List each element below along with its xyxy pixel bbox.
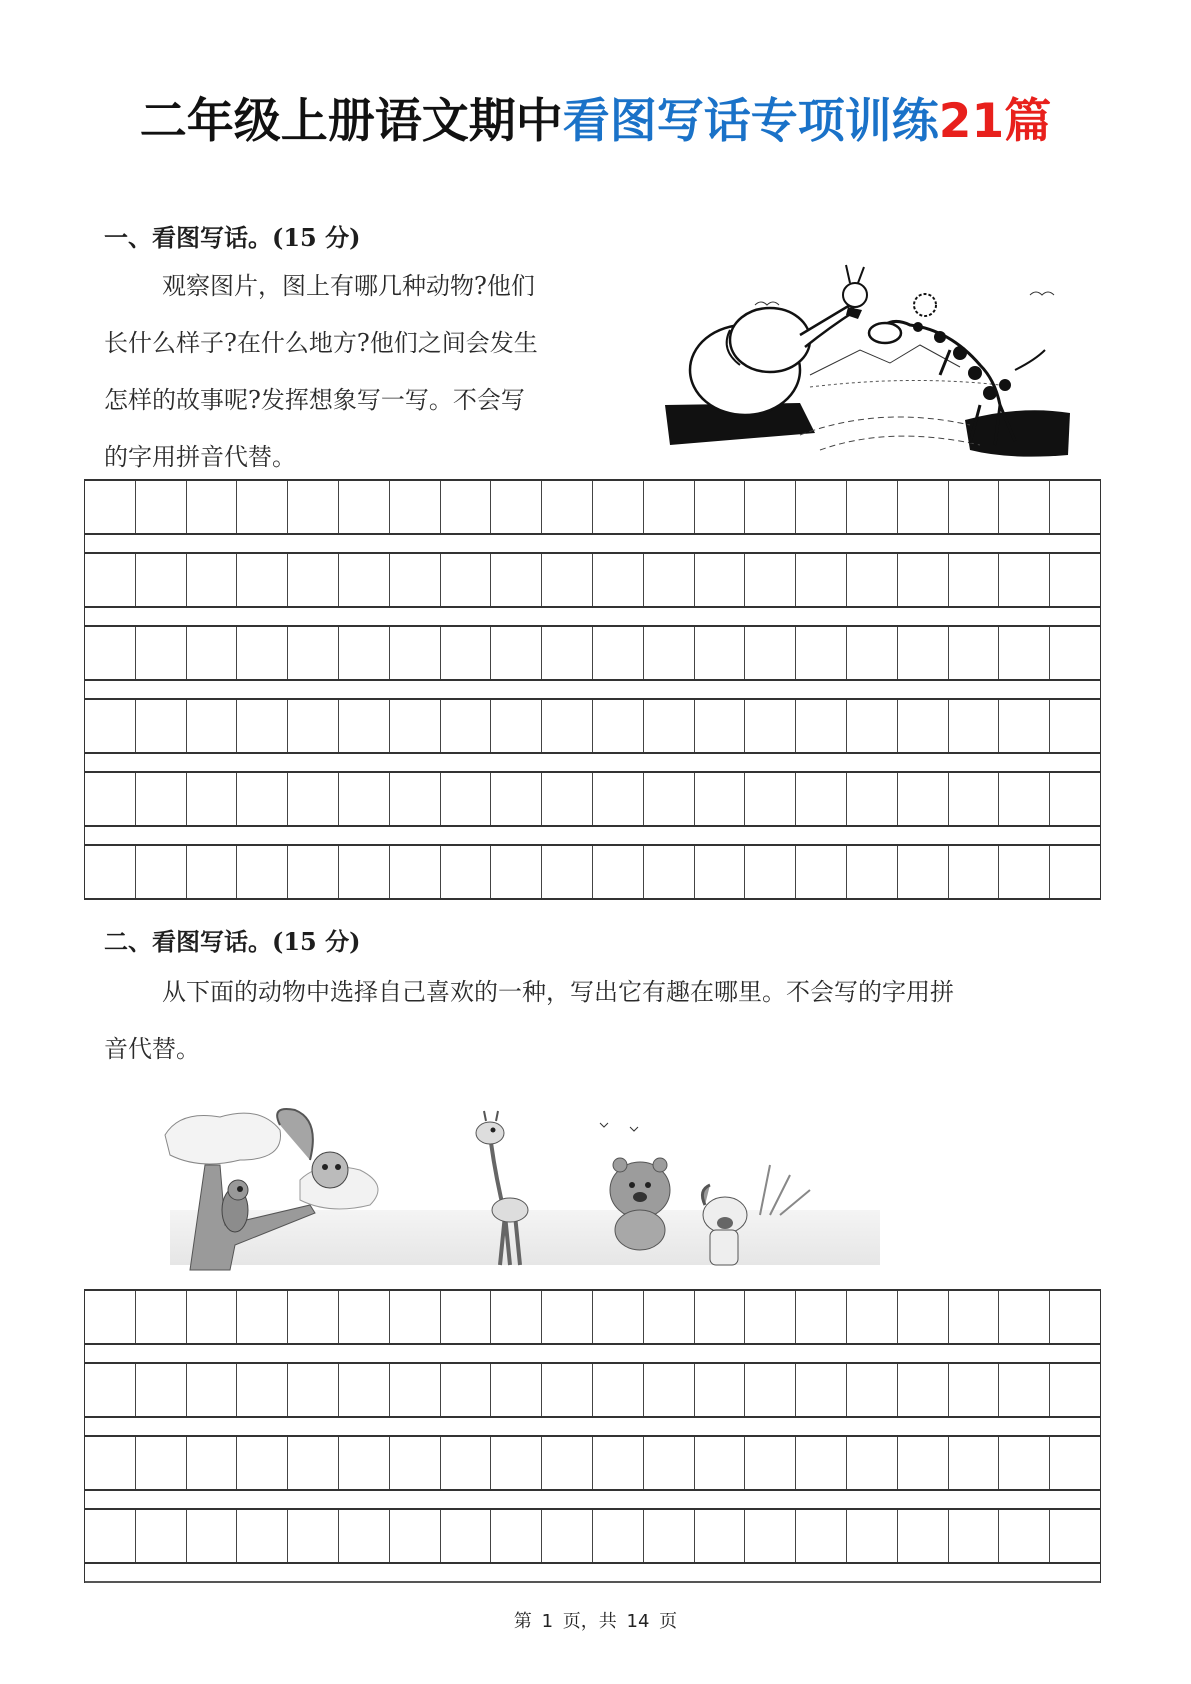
grid-cell[interactable] [491, 481, 542, 533]
grid-cell[interactable] [85, 1291, 136, 1343]
grid-cell[interactable] [949, 700, 1000, 752]
grid-cell[interactable] [441, 773, 492, 825]
grid-cell[interactable] [847, 1364, 898, 1416]
grid-cell[interactable] [999, 773, 1050, 825]
grid-cell[interactable] [136, 1437, 187, 1489]
grid-cell[interactable] [999, 846, 1050, 898]
grid-cell[interactable] [898, 773, 949, 825]
grid-cell[interactable] [136, 481, 187, 533]
grid-row[interactable] [85, 771, 1100, 827]
grid-cell[interactable] [847, 1437, 898, 1489]
grid-cell[interactable] [796, 700, 847, 752]
grid-cell[interactable] [542, 1291, 593, 1343]
grid-cell[interactable] [949, 1291, 1000, 1343]
title-part-black: 二年级上册语文期中 [139, 94, 563, 149]
grid-cell[interactable] [695, 1364, 746, 1416]
grid-cell[interactable] [745, 554, 796, 606]
grid-cell[interactable] [491, 1291, 542, 1343]
grid-cell[interactable] [695, 1510, 746, 1562]
grid-cell[interactable] [288, 1364, 339, 1416]
grid-cell[interactable] [339, 846, 390, 898]
pinyin-gap [85, 608, 1100, 625]
grid-cell[interactable] [187, 627, 238, 679]
grid-row[interactable] [85, 698, 1100, 754]
title-part-red: 21篇 [938, 94, 1052, 149]
grid-cell[interactable] [237, 1437, 288, 1489]
grid-cell[interactable] [85, 1364, 136, 1416]
grid-cell[interactable] [1050, 481, 1100, 533]
grid-cell[interactable] [898, 481, 949, 533]
grid-cell[interactable] [237, 627, 288, 679]
grid-cell[interactable] [85, 700, 136, 752]
grid-cell[interactable] [796, 1510, 847, 1562]
grid-cell[interactable] [237, 700, 288, 752]
grid-cell[interactable] [339, 700, 390, 752]
grid-cell[interactable] [187, 846, 238, 898]
grid-cell[interactable] [136, 554, 187, 606]
elephant-giraffe-illustration [650, 255, 1090, 460]
grid-cell[interactable] [390, 1437, 441, 1489]
grid-cell[interactable] [593, 481, 644, 533]
prompt-line: 的字用拼音代替。 [104, 443, 296, 471]
grid-cell[interactable] [999, 627, 1050, 679]
pinyin-gap [85, 754, 1100, 771]
grid-cell[interactable] [796, 1437, 847, 1489]
grid-cell[interactable] [187, 1291, 238, 1343]
grid-cell[interactable] [898, 1291, 949, 1343]
grid-cell[interactable] [949, 1510, 1000, 1562]
grid-cell[interactable] [796, 1364, 847, 1416]
grid-cell[interactable] [390, 846, 441, 898]
grid-cell[interactable] [237, 554, 288, 606]
grid-cell[interactable] [288, 846, 339, 898]
grid-cell[interactable] [187, 700, 238, 752]
grid-cell[interactable] [847, 846, 898, 898]
grid-cell[interactable] [593, 773, 644, 825]
grid-cell[interactable] [237, 1510, 288, 1562]
grid-cell[interactable] [288, 1510, 339, 1562]
grid-cell[interactable] [187, 481, 238, 533]
grid-cell[interactable] [593, 1364, 644, 1416]
grid-cell[interactable] [542, 554, 593, 606]
grid-row[interactable] [85, 479, 1100, 535]
grid-cell[interactable] [898, 846, 949, 898]
section-2-heading: 二、看图写话。(15 分) [104, 927, 361, 956]
grid-cell[interactable] [542, 481, 593, 533]
grid-cell[interactable] [695, 481, 746, 533]
grid-cell[interactable] [796, 846, 847, 898]
grid-cell[interactable] [441, 846, 492, 898]
grid-cell[interactable] [898, 700, 949, 752]
grid-cell[interactable] [949, 846, 1000, 898]
grid-cell[interactable] [1050, 700, 1100, 752]
grid-cell[interactable] [491, 700, 542, 752]
grid-row[interactable] [85, 552, 1100, 608]
grid-cell[interactable] [441, 700, 492, 752]
grid-cell[interactable] [745, 1510, 796, 1562]
section-2-prompt [104, 964, 1104, 1078]
grid-cell[interactable] [593, 700, 644, 752]
grid-cell[interactable] [491, 1364, 542, 1416]
grid-cell[interactable] [339, 773, 390, 825]
grid-cell[interactable] [339, 1364, 390, 1416]
grid-cell[interactable] [339, 627, 390, 679]
grid-cell[interactable] [339, 1437, 390, 1489]
grid-cell[interactable] [1050, 1291, 1100, 1343]
grid-cell[interactable] [796, 554, 847, 606]
grid-cell[interactable] [187, 1510, 238, 1562]
grid-cell[interactable] [390, 1291, 441, 1343]
prompt-line: 观察图片，图上有哪几种动物?他们 [162, 272, 535, 300]
grid-cell[interactable] [949, 554, 1000, 606]
grid-cell[interactable] [85, 627, 136, 679]
grid-cell[interactable] [898, 1364, 949, 1416]
grid-cell[interactable] [745, 1364, 796, 1416]
grid-cell[interactable] [1050, 554, 1100, 606]
grid-cell[interactable] [339, 481, 390, 533]
grid-cell[interactable] [999, 1291, 1050, 1343]
grid-cell[interactable] [898, 1437, 949, 1489]
grid-cell[interactable] [695, 1437, 746, 1489]
grid-cell[interactable] [491, 1437, 542, 1489]
grid-cell[interactable] [237, 773, 288, 825]
grid-cell[interactable] [695, 846, 746, 898]
grid-cell[interactable] [644, 773, 695, 825]
grid-cell[interactable] [390, 554, 441, 606]
grid-cell[interactable] [390, 773, 441, 825]
grid-cell[interactable] [237, 1291, 288, 1343]
grid-cell[interactable] [999, 554, 1050, 606]
grid-cell[interactable] [288, 700, 339, 752]
grid-cell[interactable] [85, 846, 136, 898]
grid-cell[interactable] [187, 1364, 238, 1416]
grid-cell[interactable] [288, 481, 339, 533]
grid-cell[interactable] [593, 1437, 644, 1489]
grid-cell[interactable] [999, 1364, 1050, 1416]
grid-cell[interactable] [644, 846, 695, 898]
grid-cell[interactable] [237, 1364, 288, 1416]
grid-cell[interactable] [390, 700, 441, 752]
grid-cell[interactable] [339, 554, 390, 606]
grid-cell[interactable] [644, 554, 695, 606]
grid-cell[interactable] [136, 1510, 187, 1562]
grid-row[interactable] [85, 1289, 1100, 1345]
grid-cell[interactable] [491, 627, 542, 679]
grid-cell[interactable] [136, 773, 187, 825]
section-1-heading: 一、看图写话。(15 分) [104, 223, 361, 252]
grid-row[interactable] [85, 1435, 1100, 1491]
grid-cell[interactable] [644, 1510, 695, 1562]
grid-cell[interactable] [644, 627, 695, 679]
grid-cell[interactable] [288, 627, 339, 679]
grid-cell[interactable] [542, 1437, 593, 1489]
pinyin-gap [85, 681, 1100, 698]
grid-cell[interactable] [136, 1364, 187, 1416]
grid-cell[interactable] [593, 554, 644, 606]
grid-row[interactable] [85, 1362, 1100, 1418]
grid-cell[interactable] [136, 846, 187, 898]
grid-cell[interactable] [898, 1510, 949, 1562]
grid-cell[interactable] [796, 773, 847, 825]
grid-cell[interactable] [847, 773, 898, 825]
grid-cell[interactable] [491, 1510, 542, 1562]
grid-cell[interactable] [85, 773, 136, 825]
grid-row[interactable] [85, 844, 1100, 900]
pinyin-gap [85, 1491, 1100, 1508]
grid-cell[interactable] [796, 1291, 847, 1343]
grid-cell[interactable] [847, 1510, 898, 1562]
grid-cell[interactable] [441, 481, 492, 533]
grid-cell[interactable] [542, 1364, 593, 1416]
grid-cell[interactable] [441, 1364, 492, 1416]
grid-cell[interactable] [847, 627, 898, 679]
grid-cell[interactable] [999, 1510, 1050, 1562]
section-1-prompt [104, 258, 644, 486]
grid-cell[interactable] [949, 627, 1000, 679]
grid-cell[interactable] [745, 846, 796, 898]
grid-cell[interactable] [187, 773, 238, 825]
grid-cell[interactable] [593, 1291, 644, 1343]
grid-cell[interactable] [390, 627, 441, 679]
grid-cell[interactable] [441, 1437, 492, 1489]
grid-cell[interactable] [339, 1291, 390, 1343]
pinyin-gap [85, 535, 1100, 552]
grid-cell[interactable] [949, 1437, 1000, 1489]
grid-cell[interactable] [491, 846, 542, 898]
grid-cell[interactable] [136, 1291, 187, 1343]
grid-cell[interactable] [136, 627, 187, 679]
grid-cell[interactable] [898, 554, 949, 606]
prompt-line: 长什么样子?在什么地方?他们之间会发生 [104, 329, 538, 357]
grid-cell[interactable] [187, 1437, 238, 1489]
grid-cell[interactable] [1050, 1364, 1100, 1416]
grid-cell[interactable] [85, 554, 136, 606]
grid-cell[interactable] [136, 700, 187, 752]
grid-cell[interactable] [288, 773, 339, 825]
grid-cell[interactable] [644, 1364, 695, 1416]
grid-cell[interactable] [85, 1510, 136, 1562]
grid-cell[interactable] [847, 700, 898, 752]
grid-cell[interactable] [949, 481, 1000, 533]
prompt-line: 从下面的动物中选择自己喜欢的一种，写出它有趣在哪里。不会写的字用拼 [162, 978, 954, 1006]
grid-cell[interactable] [745, 627, 796, 679]
grid-cell[interactable] [441, 627, 492, 679]
grid-cell[interactable] [695, 554, 746, 606]
writing-grid-1[interactable] [84, 479, 1101, 900]
prompt-line: 怎样的故事呢?发挥想象写一写。不会写 [104, 386, 525, 414]
grid-cell[interactable] [85, 1437, 136, 1489]
grid-cell[interactable] [542, 773, 593, 825]
grid-cell[interactable] [491, 773, 542, 825]
grid-cell[interactable] [847, 1291, 898, 1343]
animals-illustration [160, 1105, 900, 1275]
grid-cell[interactable] [949, 773, 1000, 825]
grid-cell[interactable] [644, 700, 695, 752]
grid-cell[interactable] [999, 700, 1050, 752]
prompt-line: 音代替。 [104, 1035, 200, 1063]
grid-cell[interactable] [745, 700, 796, 752]
pinyin-gap [85, 1418, 1100, 1435]
grid-cell[interactable] [85, 481, 136, 533]
grid-cell[interactable] [847, 554, 898, 606]
grid-cell[interactable] [847, 481, 898, 533]
grid-cell[interactable] [390, 481, 441, 533]
grid-cell[interactable] [542, 627, 593, 679]
grid-cell[interactable] [999, 1437, 1050, 1489]
grid-cell[interactable] [796, 481, 847, 533]
grid-cell[interactable] [542, 700, 593, 752]
grid-cell[interactable] [695, 1291, 746, 1343]
grid-cell[interactable] [644, 1437, 695, 1489]
grid-cell[interactable] [542, 846, 593, 898]
grid-cell[interactable] [237, 481, 288, 533]
grid-cell[interactable] [898, 627, 949, 679]
grid-cell[interactable] [441, 554, 492, 606]
grid-cell[interactable] [644, 481, 695, 533]
writing-grid-2[interactable] [84, 1289, 1101, 1583]
grid-cell[interactable] [796, 627, 847, 679]
grid-cell[interactable] [745, 1291, 796, 1343]
grid-cell[interactable] [745, 773, 796, 825]
grid-cell[interactable] [1050, 773, 1100, 825]
grid-cell[interactable] [695, 700, 746, 752]
title-part-blue: 看图写话专项训练 [562, 94, 939, 149]
grid-cell[interactable] [593, 846, 644, 898]
page-number: 第 1 页，共 14 页 [513, 1611, 678, 1632]
grid-cell[interactable] [949, 1364, 1000, 1416]
grid-cell[interactable] [390, 1510, 441, 1562]
grid-cell[interactable] [745, 481, 796, 533]
grid-cell[interactable] [237, 846, 288, 898]
grid-cell[interactable] [1050, 1437, 1100, 1489]
grid-row[interactable] [85, 625, 1100, 681]
grid-cell[interactable] [288, 1291, 339, 1343]
grid-cell[interactable] [441, 1510, 492, 1562]
document-title [0, 92, 1191, 152]
grid-cell[interactable] [1050, 627, 1100, 679]
grid-cell[interactable] [745, 1437, 796, 1489]
grid-cell[interactable] [644, 1291, 695, 1343]
grid-cell[interactable] [390, 1364, 441, 1416]
grid-cell[interactable] [491, 554, 542, 606]
pinyin-gap [85, 1564, 1100, 1583]
grid-cell[interactable] [593, 1510, 644, 1562]
grid-cell[interactable] [542, 1510, 593, 1562]
pinyin-gap [85, 1345, 1100, 1362]
grid-cell[interactable] [1050, 846, 1100, 898]
grid-cell[interactable] [695, 773, 746, 825]
grid-cell[interactable] [593, 627, 644, 679]
grid-row[interactable] [85, 1508, 1100, 1564]
grid-cell[interactable] [441, 1291, 492, 1343]
grid-cell[interactable] [1050, 1510, 1100, 1562]
grid-cell[interactable] [695, 627, 746, 679]
grid-cell[interactable] [288, 1437, 339, 1489]
grid-cell[interactable] [339, 1510, 390, 1562]
grid-cell[interactable] [999, 481, 1050, 533]
grid-cell[interactable] [187, 554, 238, 606]
grid-cell[interactable] [288, 554, 339, 606]
pinyin-gap [85, 827, 1100, 844]
